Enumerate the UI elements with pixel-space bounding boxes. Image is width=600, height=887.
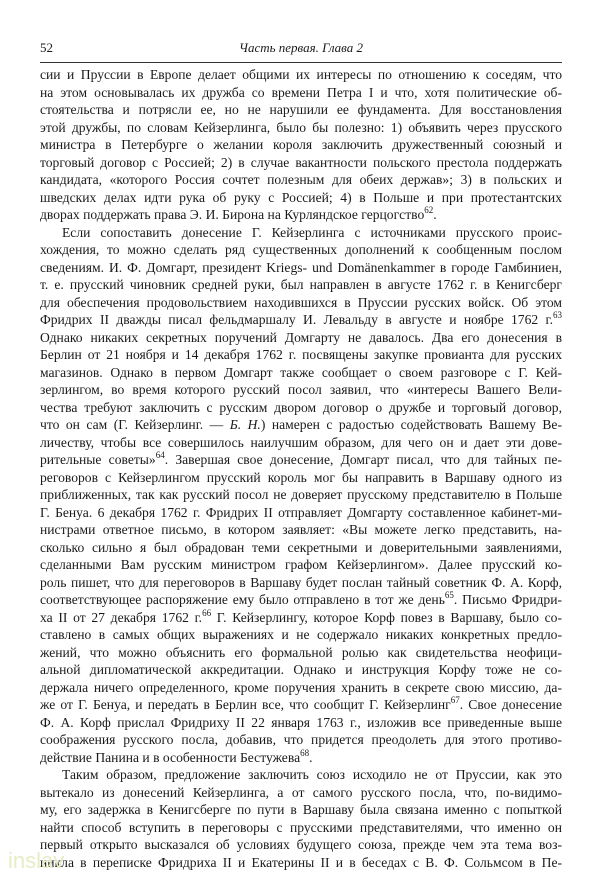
text-line	[40, 661, 562, 679]
text-line	[40, 766, 562, 784]
running-head: Часть первая. Глава 2	[239, 40, 363, 55]
text-segment: хождения, то можно сделать ряд существенных дополнений к сообщенным послом	[40, 242, 562, 257]
text-segment: этой дружбы, по словам Кейзерлинга, было бы полезно: 1) объявить через прусского	[40, 119, 562, 135]
text-segment: торговый договор с Россией; 2) в случае вакантности польского престола поддержать	[40, 154, 562, 170]
text-segment: стоятельства и потрясли ее, но не нарушили ее фундамента. Для восстановления	[40, 102, 562, 117]
text-line	[40, 416, 562, 434]
text-segment: Берлин от 21 ноября и 14 декабря 1762 г. посвящены закупке провианта для русских	[40, 347, 562, 362]
footnote-ref: 63	[553, 311, 562, 320]
text-segment: Фридрих II дважды писал фельдмаршалу И. Левальду в августе и ноябре 1762 г.	[40, 312, 553, 327]
footnote-ref: 62	[424, 206, 434, 215]
text-segment: зерлингом, во время которого русский посол заявил, что «интересы Вашего Вели-	[40, 382, 562, 397]
text-line	[40, 556, 562, 574]
text-line	[40, 399, 562, 417]
text-segment: ставлено в самых общих выражениях и не содержало никаких конкретных предло-	[40, 627, 562, 642]
paragraph	[40, 766, 562, 871]
text-segment: . Свое донесение	[459, 697, 562, 712]
text-segment: роль пишет, что для переговоров в Варшаву будет послан тайный советник Ф. А. Корф,	[40, 574, 562, 590]
text-line	[40, 521, 562, 539]
text-segment: дворах поддержать права Э. И. Бирона на Курляндское герцогство	[40, 207, 425, 222]
text-line	[40, 539, 562, 557]
header-rule	[40, 62, 562, 63]
text-line	[40, 784, 562, 802]
text-segment: найти способ вступить в переговоры с прусскими представителями, что именно он	[40, 819, 562, 835]
text-segment: соображения русского посла, добавив, что придется преодолеть для этого противо-	[40, 732, 562, 747]
text-segment: шведских делах идти рука об руку с Россией; 4) в Польше и при протестантских	[40, 189, 562, 205]
text-segment: му, его задержка в Кенигсберге по пути в Варшаву была связана именно с попыткой	[40, 802, 562, 817]
text-segment: Г. Бенуа. 6 декабря 1762 г. Фридрих II отправляет Домгарту составленное кабинет-ми-	[40, 504, 562, 520]
text-line	[40, 189, 562, 207]
text-line	[40, 276, 562, 294]
text-segment: личеству, чтобы все совершилось наилучшим образом, для чего он и дает эти дове-	[40, 434, 562, 450]
text-line	[40, 171, 562, 189]
text-segment: вытекало из донесений Кейзерлинга, а от самого русского посла, что, по-видимо-	[40, 784, 562, 800]
paragraph	[40, 224, 562, 767]
text-line	[40, 381, 562, 399]
text-segment: ) намерен с радостью содействовать Вашему Ве-	[260, 417, 562, 432]
text-line	[40, 696, 562, 714]
text-line	[40, 469, 562, 487]
text-line	[40, 311, 562, 329]
text-segment: сделанными Вам русским министром графом Кейзерлингом». Далее прусский ко-	[40, 557, 562, 572]
text-segment: Если сопоставить донесение Г. Кейзерлинга с источниками прусского проис-	[62, 224, 562, 240]
text-segment: магазинов. Однако в первом Домгарт также сообщает о своем разговоре с Г. Кей-	[40, 364, 562, 380]
text-segment: для обеспечения продовольствием находившихся в Пруссии русских войск. Об этом	[40, 294, 562, 310]
text-segment: Таким образом, предложение заключить союз исходило не от Пруссии, как это	[62, 767, 562, 782]
text-segment: альной дипломатической аккредитации. Однако и инструкция Корфу тоже не со-	[40, 662, 562, 677]
text-line	[40, 346, 562, 364]
page-header	[40, 38, 562, 58]
text-line	[40, 101, 562, 119]
text-segment: сии и Пруссии в Европе делает общими их интересы по отношению к соседям, что	[40, 67, 562, 82]
text-line	[40, 364, 562, 382]
watermark: inslav	[8, 848, 65, 873]
text-line	[40, 259, 562, 277]
page-number: 52	[40, 40, 53, 55]
text-line	[40, 504, 562, 522]
text-line	[40, 714, 562, 732]
footnote-ref: 65	[444, 591, 454, 600]
text-segment: ха II от 27 декабря 1762 г.	[40, 609, 203, 625]
text-line	[40, 609, 562, 627]
text-segment: Однако никаких секретных поручений Домгарту не давалось. Два его донесения в	[40, 329, 562, 345]
text-line	[40, 451, 562, 469]
text-line	[40, 591, 562, 609]
text-segment: действие Панина и в особенности Бестужева	[40, 749, 301, 765]
text-segment: что он сам (Г. Кейзерлинг. —	[40, 417, 230, 432]
text-segment: . Завершая свое донесение, Домгарт писал, что для тайных пе-	[164, 452, 562, 467]
text-line	[40, 154, 562, 172]
text-segment: . Письмо Фридри-	[453, 592, 562, 607]
text-line	[40, 434, 562, 452]
text-line	[40, 66, 562, 84]
footnote-ref: 67	[450, 696, 460, 705]
footnote-ref: 64	[155, 451, 165, 460]
text-segment: министра в Петербурге о желании короля заключить дружественный союзный и	[40, 137, 562, 152]
text-segment: реговоров с Кейзерлингом прусский король мог бы направить в Варшаву одного из	[40, 469, 562, 485]
text-line	[40, 626, 562, 644]
text-line	[40, 836, 562, 854]
text-segment: жений, что можно объяснить его формальной ролью как свидетельства неофици-	[40, 644, 562, 660]
text-line	[40, 731, 562, 749]
text-segment: сколько сильно я был обрадован теми секретными и доверительными заявлениями,	[40, 539, 562, 555]
text-line	[40, 241, 562, 259]
text-segment: Г. Кейзерлингу, которое Корф повез в Варшаву, было со-	[211, 609, 562, 625]
text-line	[40, 854, 562, 872]
footnote-ref: 68	[300, 748, 310, 758]
text-segment: соответствующее распоряжение ему было отправлено в тот же день	[40, 592, 445, 607]
text-line	[40, 644, 562, 662]
text-segment: т. е. прусский чиновник средней руки, был направлен в августе 1762 г. в Кенигсберг	[40, 277, 562, 292]
text-segment: первый открыто высказался об условиях будущего союза, прежде чем эта тема воз-	[40, 837, 562, 852]
text-line	[40, 136, 562, 154]
text-segment: же от Г. Бенуа, и передать в Берлин все, что сообщит Г. Кейзерлинг	[40, 697, 451, 712]
text-segment: чества требуют заключить с русским двором договор о дружбе и торговый договор,	[40, 399, 562, 415]
page-body	[40, 66, 562, 871]
text-line	[40, 329, 562, 347]
text-segment: кандидата, «которого Россия сочтет полезным для обеих держав»; 3) в польских и	[40, 172, 562, 187]
text-segment: никла в переписке Фридриха II и Екатерины II и в беседах с В. Ф. Сольмсом в Пе-	[40, 854, 562, 870]
text-line	[40, 574, 562, 592]
text-line	[40, 486, 562, 504]
text-segment: .	[433, 207, 437, 222]
text-line	[40, 801, 562, 819]
text-line	[40, 749, 562, 767]
text-segment: .	[309, 749, 313, 765]
text-segment: приближенных, так как русский посол не доверяет прусскому представителю в Польше	[40, 487, 562, 502]
text-segment: на этом основывалась их дружба со времени Петра I и что, хотя политические об-	[40, 84, 562, 100]
text-line	[40, 119, 562, 137]
text-line	[40, 819, 562, 837]
text-line	[40, 294, 562, 312]
text-line	[40, 224, 562, 242]
paragraph	[40, 66, 562, 224]
text-segment: Ф. А. Корф прислал Фридриху II 22 января 1763 г., изложив все приведенные выше	[40, 714, 562, 730]
text-line	[40, 84, 562, 102]
italic-initials: Б. Н.	[229, 417, 261, 432]
text-segment: рительные советы»	[40, 452, 156, 467]
text-line	[40, 679, 562, 697]
text-segment: нистрами ответное письмо, в котором заявляет: «Вы можете легко представить, на-	[40, 522, 562, 537]
text-segment: сведениям. И. Ф. Домгарт, президент Kriegs- und Domänenkammer в городе Гамбиниен,	[40, 259, 562, 275]
text-segment: держала ничего определенного, кроме поручения хранить в секрете свою миссию, да-	[40, 679, 562, 695]
footnote-ref: 66	[202, 608, 212, 618]
text-line	[40, 206, 562, 224]
